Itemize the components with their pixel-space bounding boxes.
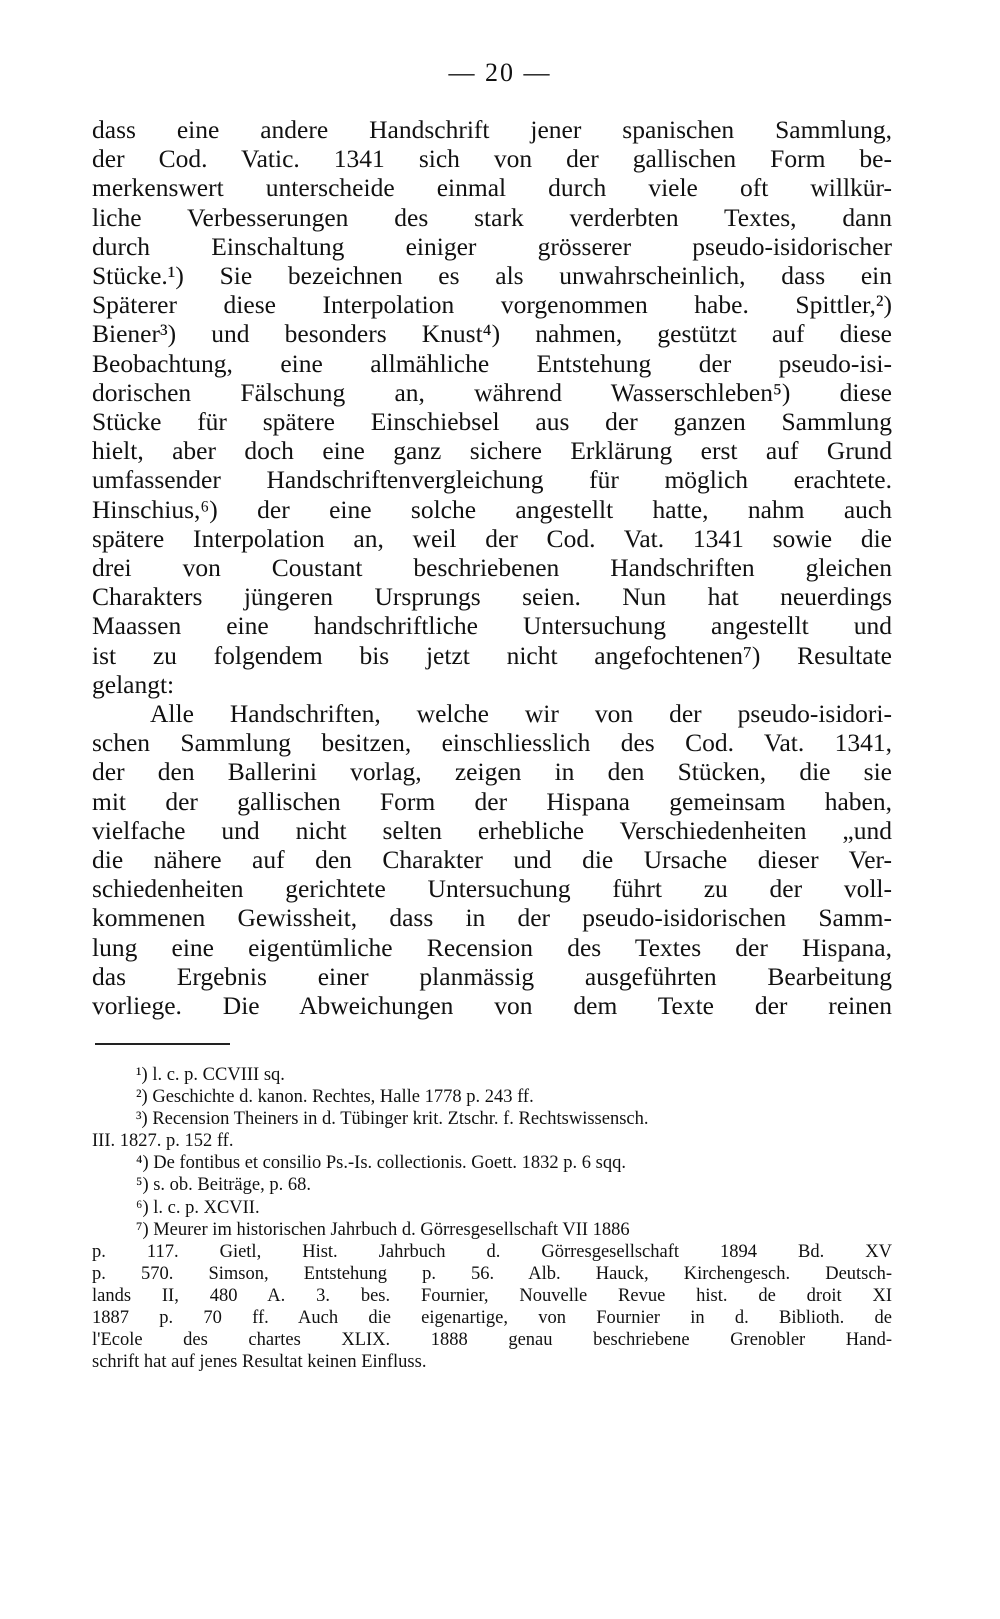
quote-text-line: schiedenheiten gerichtete Untersuchung führt zu der voll- bbox=[92, 874, 892, 904]
page-number: — 20 — bbox=[448, 58, 552, 87]
footnote-line: p. 570. Simson, Entstehung p. 56. Alb. Hauck, Kirchengesch. Deutsch- bbox=[92, 1263, 892, 1284]
text-line: umfassender Handschriftenvergleichung für möglich erachtete. bbox=[92, 465, 892, 495]
text-line: Maassen eine handschriftliche Untersuchung angestellt und bbox=[92, 611, 892, 641]
text-line: Stücke.¹) Sie bezeichnen es als unwahrscheinlich, dass ein bbox=[92, 261, 892, 291]
text-line: hielt, aber doch eine ganz sichere Erklärung erst auf Grund bbox=[92, 436, 892, 466]
footnote-line: ⁷) Meurer im historischen Jahrbuch d. Görresgesellschaft VII 1886 bbox=[136, 1219, 630, 1240]
text-line: Beobachtung, eine allmähliche Entstehung der pseudo-isi- bbox=[92, 348, 892, 378]
text-line: dorischen Fälschung an, während Wasserschleben⁵) diese bbox=[92, 377, 892, 407]
quote-text-line: mit der gallischen Form der Hispana gemeinsam haben, bbox=[92, 786, 892, 816]
footnote-line: p. 117. Gietl, Hist. Jahrbuch d. Görresgesellschaft 1894 Bd. XV bbox=[92, 1241, 892, 1262]
quote-text-line: Alle Handschriften, welche wir von der pseudo-isidori- bbox=[150, 699, 892, 729]
footnote-line: ⁶) l. c. p. XCVII. bbox=[136, 1197, 260, 1218]
quote-text-line: das Ergebnis einer planmässig ausgeführten Bearbeitung bbox=[92, 961, 892, 991]
quote-text-line: vorliege. Die Abweichungen von dem Texte der reinen bbox=[92, 991, 892, 1021]
footnote-line: III. 1827. p. 152 ff. bbox=[92, 1131, 234, 1152]
quote-text-line: die nähere auf den Charakter und die Ursache dieser Ver- bbox=[92, 845, 892, 875]
quote-text-line: kommenen Gewissheit, dass in der pseudo-isidorischen Samm- bbox=[92, 903, 892, 933]
text-line: Charakters jüngeren Ursprungs seien. Nun hat neuerdings bbox=[92, 582, 892, 612]
text-line: Stücke für spätere Einschiebsel aus der ganzen Sammlung bbox=[92, 407, 892, 437]
text-line: Hinschius,⁶) der eine solche angestellt hatte, nahm auch bbox=[92, 494, 892, 524]
footnote-line: ⁴) De fontibus et consilio Ps.-Is. collectionis. Goett. 1832 p. 6 sqq. bbox=[136, 1153, 626, 1174]
footnote-line: ³) Recension Theiners in d. Tübinger krit. Ztschr. f. Rechtswissensch. bbox=[136, 1109, 649, 1130]
text-line: dass eine andere Handschrift jener spanischen Sammlung, bbox=[92, 115, 892, 144]
footnote-divider bbox=[95, 1043, 230, 1045]
text-line: spätere Interpolation an, weil der Cod. Vat. 1341 sowie die bbox=[92, 523, 892, 553]
footnotes bbox=[92, 1064, 892, 1373]
text-line: Späterer diese Interpolation vorgenommen habe. Spittler,²) bbox=[92, 290, 892, 320]
footnote-line: ²) Geschichte d. kanon. Rechtes, Halle 1778 p. 243 ff. bbox=[136, 1087, 534, 1108]
text-line: gelangt: bbox=[92, 669, 175, 699]
quote-text-line: der den Ballerini vorlag, zeigen in den Stücken, die sie bbox=[92, 757, 892, 787]
footnote-line: l'Ecole des chartes XLIX. 1888 genau beschriebene Grenobler Hand- bbox=[92, 1330, 892, 1351]
quote-text-line: schen Sammlung besitzen, einschliesslich des Cod. Vat. 1341, bbox=[92, 728, 892, 758]
quote-text-line: lung eine eigentümliche Recension des Textes der Hispana, bbox=[92, 932, 892, 962]
footnote-line: ¹) l. c. p. CCVIII sq. bbox=[136, 1065, 285, 1085]
text-line: drei von Coustant beschriebenen Handschriften gleichen bbox=[92, 553, 892, 583]
text-line: ist zu folgendem bis jetzt nicht angefochtenen⁷) Resultate bbox=[92, 640, 892, 670]
footnote-line: ⁵) s. ob. Beiträge, p. 68. bbox=[136, 1175, 311, 1196]
text-line: durch Einschaltung einiger grösserer pseudo-isidorischer bbox=[92, 231, 892, 261]
footnote-line: lands II, 480 A. 3. bes. Fournier, Nouvelle Revue hist. de droit XI bbox=[92, 1285, 892, 1306]
quote-text-line: vielfache und nicht selten erhebliche Verschiedenheiten „und bbox=[92, 815, 892, 845]
text-line: merkenswert unterscheide einmal durch viele oft willkür- bbox=[92, 173, 892, 203]
text-line: der Cod. Vatic. 1341 sich von der gallischen Form be- bbox=[92, 144, 892, 174]
text-line: Biener³) und besonders Knust⁴) nahmen, gestützt auf diese bbox=[92, 319, 892, 349]
text-line: liche Verbesserungen des stark verderbten Textes, dann bbox=[92, 202, 892, 232]
footnote-line: 1887 p. 70 ff. Auch die eigenartige, von Fournier in d. Biblioth. de bbox=[92, 1308, 892, 1329]
footnote-line: schrift hat auf jenes Resultat keinen Einfluss. bbox=[92, 1352, 427, 1373]
main-text bbox=[92, 115, 892, 1020]
